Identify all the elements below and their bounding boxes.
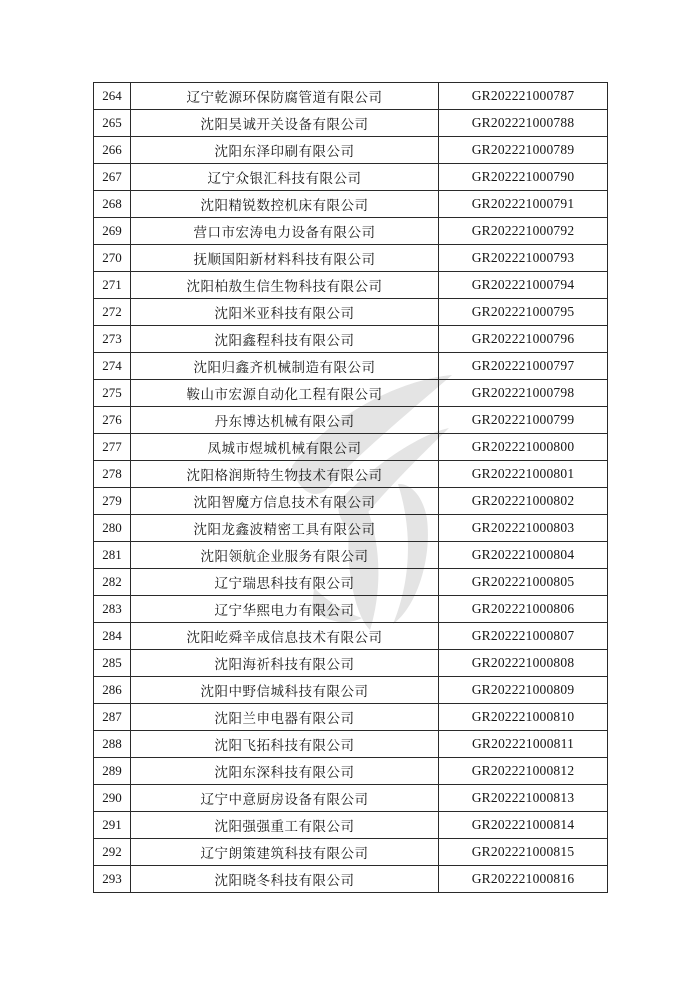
table-row: [94, 434, 608, 461]
certificate-code-cell: GR202221000796: [439, 326, 608, 353]
row-number-cell: 277: [94, 434, 131, 461]
table-row: [94, 110, 608, 137]
company-name-cell: 辽宁众银汇科技有限公司: [131, 164, 439, 191]
company-name-cell: 沈阳龙鑫波精密工具有限公司: [131, 515, 439, 542]
certificate-code-cell: GR202221000808: [439, 650, 608, 677]
company-name-cell: 沈阳东深科技有限公司: [131, 758, 439, 785]
certificate-code-cell: GR202221000787: [439, 83, 608, 110]
certificate-code-cell: GR202221000794: [439, 272, 608, 299]
row-number-cell: 266: [94, 137, 131, 164]
row-number-cell: 273: [94, 326, 131, 353]
certificate-code-cell: GR202221000793: [439, 245, 608, 272]
certificate-code-cell: GR202221000810: [439, 704, 608, 731]
row-number-cell: 291: [94, 812, 131, 839]
company-name-cell: 沈阳归鑫齐机械制造有限公司: [131, 353, 439, 380]
company-name-cell: 沈阳兰申电器有限公司: [131, 704, 439, 731]
table-row: [94, 704, 608, 731]
table-row: [94, 272, 608, 299]
certificate-table: [93, 82, 608, 893]
company-name-cell: 沈阳东泽印刷有限公司: [131, 137, 439, 164]
row-number-cell: 264: [94, 83, 131, 110]
table-row: [94, 218, 608, 245]
certificate-code-cell: GR202221000789: [439, 137, 608, 164]
company-name-cell: 辽宁瑞思科技有限公司: [131, 569, 439, 596]
row-number-cell: 287: [94, 704, 131, 731]
certificate-table-body: [94, 83, 608, 893]
certificate-code-cell: GR202221000809: [439, 677, 608, 704]
row-number-cell: 268: [94, 191, 131, 218]
certificate-code-cell: GR202221000795: [439, 299, 608, 326]
row-number-cell: 284: [94, 623, 131, 650]
table-row: [94, 326, 608, 353]
row-number-cell: 274: [94, 353, 131, 380]
company-name-cell: 沈阳屹舜辛成信息技术有限公司: [131, 623, 439, 650]
table-row: [94, 839, 608, 866]
company-name-cell: 辽宁朗策建筑科技有限公司: [131, 839, 439, 866]
certificate-code-cell: GR202221000813: [439, 785, 608, 812]
table-row: [94, 758, 608, 785]
certificate-code-cell: GR202221000815: [439, 839, 608, 866]
table-row: [94, 650, 608, 677]
company-name-cell: 凤城市煜城机械有限公司: [131, 434, 439, 461]
company-name-cell: 沈阳柏敖生信生物科技有限公司: [131, 272, 439, 299]
table-row: [94, 488, 608, 515]
certificate-code-cell: GR202221000803: [439, 515, 608, 542]
certificate-code-cell: GR202221000790: [439, 164, 608, 191]
company-name-cell: 沈阳强强重工有限公司: [131, 812, 439, 839]
certificate-code-cell: GR202221000811: [439, 731, 608, 758]
company-name-cell: 抚顺国阳新材料科技有限公司: [131, 245, 439, 272]
certificate-code-cell: GR202221000805: [439, 569, 608, 596]
row-number-cell: 278: [94, 461, 131, 488]
table-row: [94, 164, 608, 191]
row-number-cell: 270: [94, 245, 131, 272]
company-name-cell: 沈阳格润斯特生物技术有限公司: [131, 461, 439, 488]
table-row: [94, 866, 608, 893]
table-row: [94, 137, 608, 164]
company-name-cell: 辽宁乾源环保防腐管道有限公司: [131, 83, 439, 110]
row-number-cell: 293: [94, 866, 131, 893]
certificate-code-cell: GR202221000798: [439, 380, 608, 407]
company-name-cell: 辽宁华熙电力有限公司: [131, 596, 439, 623]
table-row: [94, 731, 608, 758]
certificate-code-cell: GR202221000804: [439, 542, 608, 569]
company-name-cell: 丹东博达机械有限公司: [131, 407, 439, 434]
table-row: [94, 299, 608, 326]
row-number-cell: 276: [94, 407, 131, 434]
company-name-cell: 沈阳飞拓科技有限公司: [131, 731, 439, 758]
row-number-cell: 272: [94, 299, 131, 326]
row-number-cell: 267: [94, 164, 131, 191]
row-number-cell: 288: [94, 731, 131, 758]
certificate-code-cell: GR202221000792: [439, 218, 608, 245]
row-number-cell: 281: [94, 542, 131, 569]
company-name-cell: 沈阳鑫程科技有限公司: [131, 326, 439, 353]
table-row: [94, 785, 608, 812]
row-number-cell: 269: [94, 218, 131, 245]
company-name-cell: 鞍山市宏源自动化工程有限公司: [131, 380, 439, 407]
certificate-code-cell: GR202221000800: [439, 434, 608, 461]
row-number-cell: 292: [94, 839, 131, 866]
certificate-code-cell: GR202221000802: [439, 488, 608, 515]
certificate-code-cell: GR202221000788: [439, 110, 608, 137]
certificate-code-cell: GR202221000812: [439, 758, 608, 785]
company-name-cell: 沈阳中野信城科技有限公司: [131, 677, 439, 704]
company-name-cell: 沈阳米亚科技有限公司: [131, 299, 439, 326]
certificate-code-cell: GR202221000797: [439, 353, 608, 380]
company-name-cell: 沈阳精锐数控机床有限公司: [131, 191, 439, 218]
table-row: [94, 596, 608, 623]
table-row: [94, 353, 608, 380]
table-row: [94, 542, 608, 569]
certificate-code-cell: GR202221000814: [439, 812, 608, 839]
row-number-cell: 289: [94, 758, 131, 785]
table-row: [94, 569, 608, 596]
row-number-cell: 290: [94, 785, 131, 812]
table-row: [94, 623, 608, 650]
row-number-cell: 280: [94, 515, 131, 542]
company-name-cell: 营口市宏涛电力设备有限公司: [131, 218, 439, 245]
row-number-cell: 283: [94, 596, 131, 623]
company-name-cell: 沈阳昊诚开关设备有限公司: [131, 110, 439, 137]
table-row: [94, 812, 608, 839]
row-number-cell: 286: [94, 677, 131, 704]
certificate-code-cell: GR202221000799: [439, 407, 608, 434]
row-number-cell: 285: [94, 650, 131, 677]
certificate-code-cell: GR202221000816: [439, 866, 608, 893]
row-number-cell: 265: [94, 110, 131, 137]
table-row: [94, 515, 608, 542]
certificate-code-cell: GR202221000806: [439, 596, 608, 623]
certificate-code-cell: GR202221000791: [439, 191, 608, 218]
row-number-cell: 271: [94, 272, 131, 299]
table-row: [94, 677, 608, 704]
table-row: [94, 461, 608, 488]
table-row: [94, 380, 608, 407]
company-name-cell: 沈阳晓冬科技有限公司: [131, 866, 439, 893]
company-name-cell: 沈阳领航企业服务有限公司: [131, 542, 439, 569]
row-number-cell: 282: [94, 569, 131, 596]
table-row: [94, 83, 608, 110]
table-row: [94, 245, 608, 272]
certificate-code-cell: GR202221000807: [439, 623, 608, 650]
company-name-cell: 沈阳智魔方信息技术有限公司: [131, 488, 439, 515]
company-name-cell: 辽宁中意厨房设备有限公司: [131, 785, 439, 812]
row-number-cell: 275: [94, 380, 131, 407]
certificate-code-cell: GR202221000801: [439, 461, 608, 488]
company-name-cell: 沈阳海祈科技有限公司: [131, 650, 439, 677]
row-number-cell: 279: [94, 488, 131, 515]
table-row: [94, 191, 608, 218]
table-row: [94, 407, 608, 434]
